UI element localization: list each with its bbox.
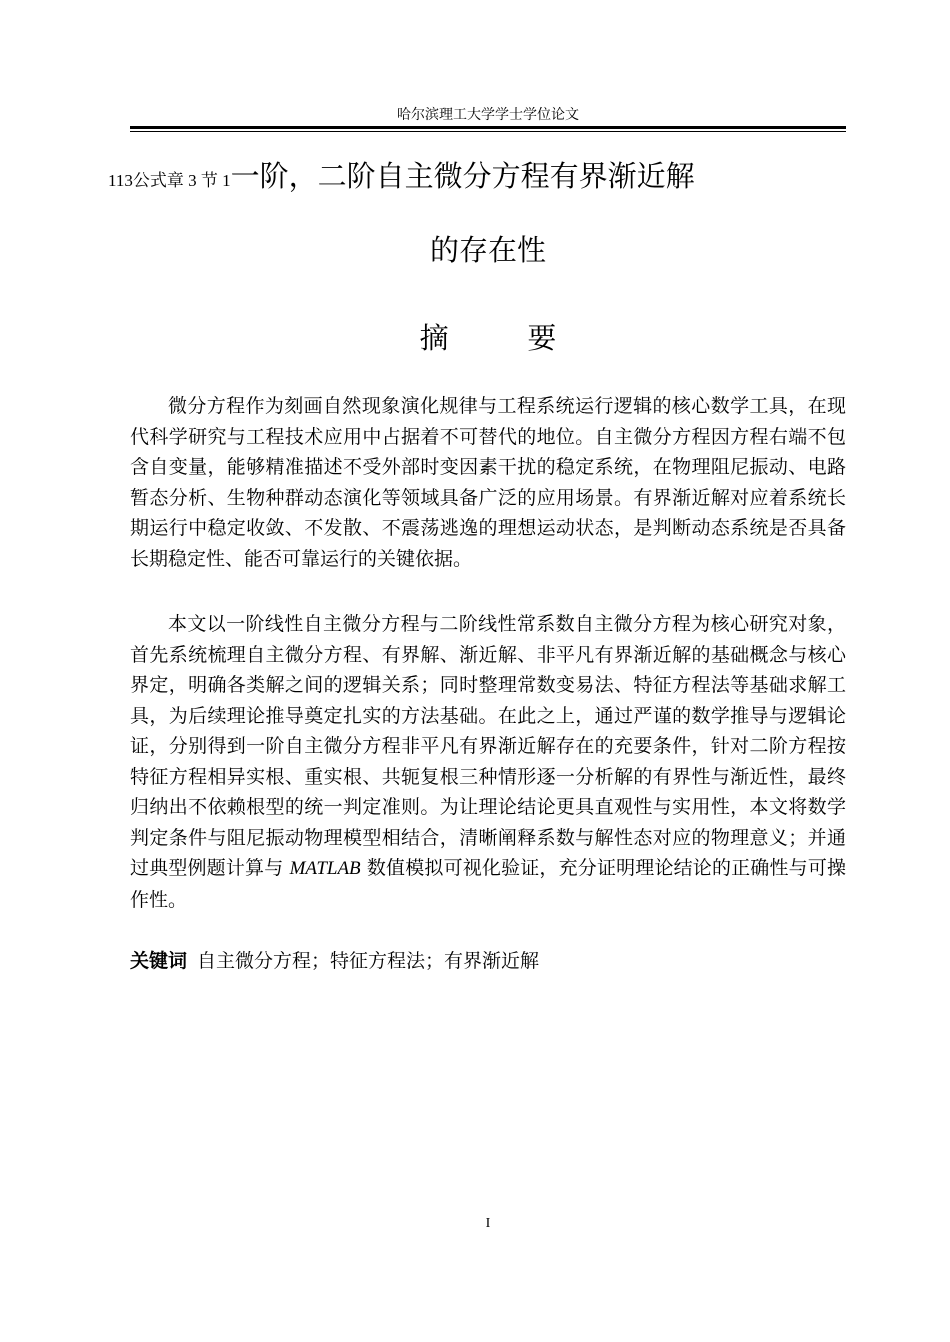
header-rule-thin bbox=[130, 131, 846, 132]
keywords-label: 关键词 bbox=[130, 950, 188, 972]
keywords-values: 自主微分方程；特征方程法；有界渐近解 bbox=[197, 950, 540, 972]
header-rule-thick bbox=[130, 126, 846, 129]
abstract-paragraph-2-part-a: 本文以一阶线性自主微分方程与二阶线性常系数自主微分方程为核心研究对象，首先系统梳理自主微分方程、有界解、渐近解、非平凡有界渐近解的基础概念与核心界定，明确各类解之间的逻辑关系；同时整理常数变易法、特征方程法等基础求解工具，为后续理论推导奠定扎实的方法基础。在此之上，通过严谨的数学推导与逻辑论证，分别得到一阶自主微分方程非平凡有界渐近解存在的充要条件，针对二阶方程按特征方程相异实根、重实根、共轭复根三种情形逐一分析解的有界性与渐近性，最终归纳出不依赖根型的统一判定准则。为让理论结论更具直观性与实用性，本文将数学判定条件与阻尼振动物理模型相结合，清晰阐释系数与解性态对应的物理意义；并通过典型例题计算与 bbox=[130, 613, 846, 879]
abstract-paragraph-1: 微分方程作为刻画自然现象演化规律与工程系统运行逻辑的核心数学工具，在现代科学研究与工程技术应用中占据着不可替代的地位。自主微分方程因方程右端不包含自变量，能够精准描述不受外部时变因素干扰的稳定系统，在物理阻尼振动、电路暂态分析、生物种群动态演化等领域具备广泛的应用场景。有界渐近解对应着系统长期运行中稳定收敛、不发散、不震荡逃逸的理想运动状态，是判断动态系统是否具备长期稳定性、能否可靠运行的关键依据。 bbox=[130, 395, 846, 570]
abstract-heading: 摘 要 bbox=[419, 321, 592, 355]
abstract-paragraph-2 bbox=[130, 609, 846, 915]
title-line-2: 的存在性 bbox=[429, 233, 546, 267]
title-text-1: 一阶，二阶自主微分方程有界渐近解 bbox=[230, 159, 695, 193]
keywords-line bbox=[130, 947, 846, 975]
matlab-term: MATLAB bbox=[289, 858, 361, 879]
title-line-1 bbox=[108, 154, 868, 195]
running-header: 哈尔滨理工大学学士学位论文 bbox=[397, 107, 579, 123]
abstract-paragraph-2-part-b: 数值模拟可视化验证，充分证明理论结论的正确性与可操作性。 bbox=[130, 857, 846, 911]
title-field-code: 113公式章 3 节 1 bbox=[108, 171, 231, 190]
page-number: I bbox=[485, 1216, 491, 1231]
